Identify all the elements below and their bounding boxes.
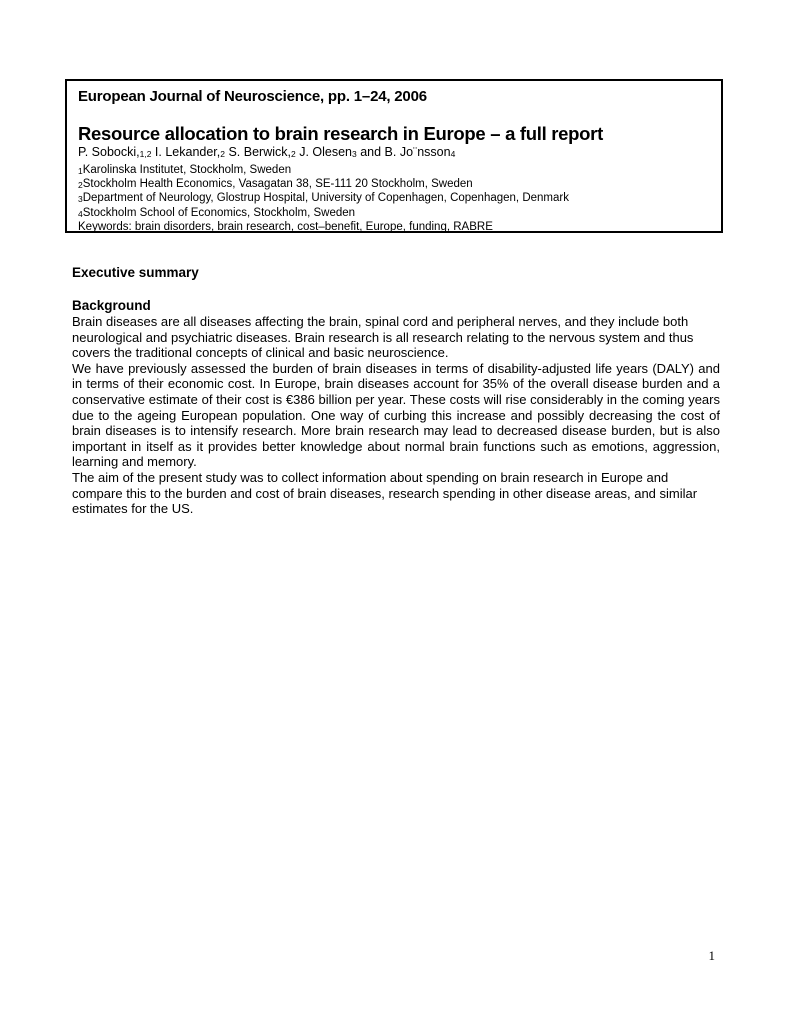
author-name: S. Berwick, bbox=[225, 145, 291, 159]
keywords-list: brain disorders, brain research, cost–benefit, Europe, funding, RABRE bbox=[134, 220, 493, 233]
executive-summary-heading: Executive summary bbox=[72, 265, 199, 280]
affiliation-number: 3 bbox=[78, 194, 83, 205]
author-line bbox=[78, 145, 710, 162]
affiliation-line bbox=[78, 164, 710, 178]
keywords-label: Keywords: bbox=[78, 220, 135, 233]
background-heading: Background bbox=[72, 298, 151, 313]
body-paragraph: The aim of the present study was to collect information about spending on brain research in Europe and compare this to the burden and cost of brain diseases, research spending in other disease areas, and similar estimates for the US. bbox=[72, 469, 698, 517]
author-name: P. Sobocki, bbox=[78, 145, 140, 159]
author-affiliation-superscript: 4 bbox=[450, 149, 456, 159]
body-paragraph: Brain diseases are all diseases affecting the brain, spinal cord and peripheral nerves, and they include both neurological and psychiatric diseases. Brain research is all research relating to the nervous system and thus covers the traditional concepts of clinical and basic neuroscience. bbox=[72, 314, 694, 361]
affiliation-number: 2 bbox=[78, 180, 83, 191]
affiliation-text: Karolinska Institutet, Stockholm, Sweden bbox=[82, 164, 292, 176]
page-number: 1 bbox=[708, 948, 715, 963]
affiliation-line bbox=[78, 207, 710, 221]
article-title: Resource allocation to brain research in Europe – a full report bbox=[78, 123, 603, 144]
author-affiliation-superscript: 2 bbox=[220, 149, 225, 159]
journal-title-line: European Journal of Neuroscience, pp. 1–24, 2006 bbox=[78, 88, 427, 105]
author-name: I. Lekander, bbox=[151, 145, 221, 159]
author-name: and B. Jo¨nsson bbox=[356, 145, 451, 159]
affiliation-list bbox=[78, 164, 710, 221]
executive-summary-section bbox=[72, 265, 720, 517]
author-name: J. Olesen bbox=[295, 145, 353, 159]
affiliation-text: Stockholm School of Economics, Stockholm, Sweden bbox=[82, 206, 356, 219]
affiliation-line bbox=[78, 178, 710, 192]
body-paragraphs bbox=[72, 314, 720, 517]
article-header-box bbox=[65, 79, 723, 233]
affiliation-line bbox=[78, 192, 710, 206]
affiliation-text: Department of Neurology, Glostrup Hospital, University of Copenhagen, Copenhagen, Denmark bbox=[82, 192, 569, 205]
author-affiliation-superscript: 3 bbox=[352, 149, 357, 159]
keywords-line bbox=[78, 221, 710, 234]
author-affiliation-superscript: 1,2 bbox=[139, 149, 152, 159]
body-paragraph: We have previously assessed the burden of brain diseases in terms of disability-adjusted life years (DALY) and in terms of their economic cost. In Europe, brain diseases account for 35% of the overall disease burden and a conservative estimate of their cost is €386 billion per year. These costs will rise considerably in the coming years due to the ageing European population. One way of curbing this increase and possibly decreasing the cost of brain diseases is to intensify research. More brain research may lead to decreased disease burden, but is also important in itself as it provides better knowledge about normal brain functions such as emotions, aggression, learning and memory. bbox=[72, 360, 720, 470]
affiliation-number: 1 bbox=[78, 166, 83, 176]
affiliation-text: Stockholm Health Economics, Vasagatan 38, SE-111 20 Stockholm, Sweden bbox=[82, 178, 473, 191]
affiliation-number: 4 bbox=[78, 208, 83, 219]
author-affiliation-superscript: 2 bbox=[291, 149, 296, 159]
